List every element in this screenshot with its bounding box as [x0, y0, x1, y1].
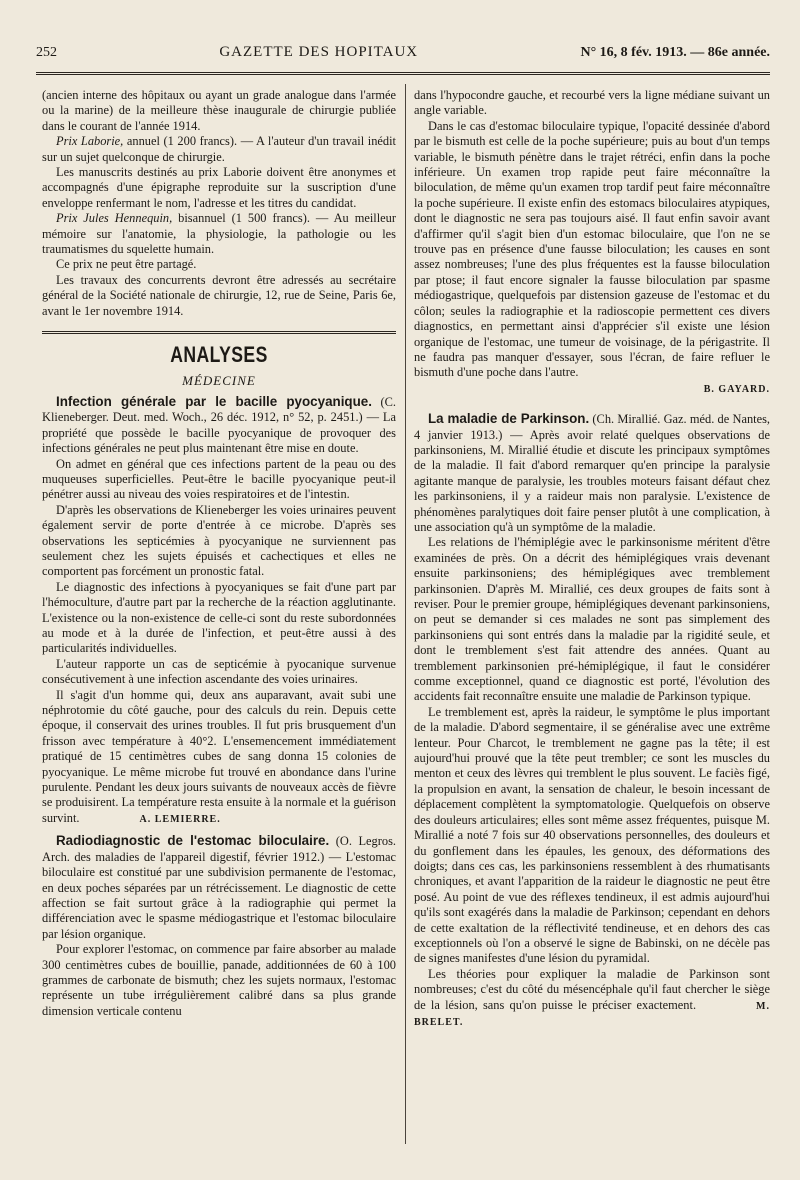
paragraph: [42, 134, 396, 165]
article-parkinson: [414, 411, 770, 1030]
article-reference: (Ch. Mirallié. Gaz. méd. de Nantes, 4 janvier 1913.) —: [414, 412, 770, 442]
paragraph: Les travaux des concurrents devront être adressés au secrétaire général de la Société nationale de chirurgie, 12, rue de Seine, Paris 6e, avant le 1er novembre 1914.: [42, 272, 396, 318]
paragraph: Pour explorer l'estomac, on commence par faire absorber au malade 300 centimètres cubes de bouillie, panade, additionnées de 60 à 100 grammes de carbonate de bismuth; chez les sujets normaux, l'estomac représente un tube irrégulièrement calibré dans sa plus grande dimension verticale contenu: [42, 942, 396, 1018]
paragraph: La propriété que possède le bacille pyocyanique de provoquer des infections générales ne peut plus maintenant être mise en doute.: [42, 410, 396, 456]
header-rule: [36, 72, 770, 79]
prize-name: Prix Laborie,: [56, 134, 124, 149]
prize-text: annuel (1 200 francs). — A l'auteur d'un travail inédit sur un sujet quelconque de chirurgie.: [42, 134, 396, 164]
paragraph: Ce prix ne peut être partagé.: [56, 257, 197, 272]
issue-info: N° 16, 8 fév. 1913. — 86e année.: [580, 45, 770, 60]
paragraph-text: Il s'agit d'un homme qui, deux ans auparavant, avait subi une néphrotomie du côté gauche, pour des calculs du rein. Depuis cette époque, il conservait des urines troubles. Il fut pris brusquement d'un frisson avec température à 40°2. L'ensemencement immédiatement pratiqué de 15 centimètres cubes de sang donna 15 colonies de pyocyanique. Le même microbe fut trouvé en abondance dans l'urine purulente. Pendant les deux jours suivants de nouveaux accès de fièvre se produisirent. La température resta ensuite à la normale et la guérison survint.: [42, 687, 396, 825]
paragraph: Dans le cas d'estomac biloculaire typique, l'opacité dessinée d'abord par le bismuth est celle de la poche supérieure; puis au bout d'un temps variable, le bismuth pénètre dans le trajet rétréci, enfin dans la poche inférieure. Un examen trop rapide peut faire méconnaître la biloculation, de même qu'un examen trop tardif peut faire méconnaître la poche supérieure. Il existe enfin des estomacs biloculaires atypiques, dont le diagnostic ne sera pas toujours aisé. Il faut enfin savoir avant d'affirmer qu'il s'agit bien d'un estomac biloculaire, que l'on ne se trouve pas en présence d'une fausse biloculation; les causes en sont assez nombreuses; l'une des plus fréquentes est la fausse biloculation par ptose; il faut encore signaler la fausse biloculation par spasme médiogastrique, quelquefois par distension gazeuse de l'estomac et du côlon; seules la radiographie et la radioscopie permettent ces divers diagnostics, en permettant ainsi d'apprécier s'il existe une lésion organique de l'estomac, une tumeur de voisinage, de la périgastrite. Il ne faudra pas manquer d'essayer, sous l'écran, de faire refluer le bismuth d'une poche dans l'autre.: [414, 118, 770, 380]
paragraph: Les relations de l'hémiplégie avec le parkinsonisme méritent d'être examinées de près. On a décrit des hémiplégiques vrais devenant ensuite parkinsoniens; des hémiplégiques avec tremblement parkinsonien. D'après M. Mirallié, ces deux groupes de faits sont à reviser. Pour le premier groupe, hémiplégiques devenant parkinsoniens, on peut se demander si ces malades ne sont pas simplement des parkinsoniens qui sont entrés dans la maladie par la rigidité seule, et dont le tremblement s'est fait attendre des années. Quant au tremblement parkinsonien pré-hémiplégique, il faut le considérer comme exceptionnel, quand ce diagnostic est porté, l'évolution des accidents fait reconnaître ensuite une maladie de Parkinson typique.: [414, 535, 770, 704]
section-rule: [42, 331, 396, 337]
article-lead: [414, 411, 770, 535]
page-header: [36, 44, 770, 70]
paragraph-text: Les théories pour expliquer la maladie de Parkinson sont nombreuses; c'est du côté du mésencéphale qu'il faut chercher le siège de la lésion, sans qu'on puisse le préciser exactement.: [414, 966, 770, 1012]
paragraph: Après avoir relaté quelques observations de parkinsoniens, M. Mirallié étudie et discute les principaux symptômes de la maladie. Il fait d'abord remarquer qu'en principe la paralysie agitante manque de paralysie, les troubles moteurs faisant défaut chez les parkinsoniens, il y a raideur mais non paralysie. L'existence de phénomènes paralytiques doit faire penser plutôt à une complication, à une association qu'à un symptôme de la maladie.: [414, 427, 770, 534]
article-lead: [42, 833, 396, 942]
article-heading: Infection générale par le bacille pyocyanique.: [56, 393, 372, 409]
paragraph: [414, 967, 770, 1031]
left-column: [42, 88, 396, 1140]
article-reference: (C. Klieneberger. Deut. med. Woch., 26 déc. 1912, n° 52, p. 2451.) —: [42, 394, 396, 425]
paragraph: L'auteur rapporte un cas de septicémie à pyocanique survenue consécutivement à une infection ascendante des voies urinaires.: [42, 656, 396, 687]
author-signature: B. GAYARD.: [703, 383, 770, 395]
paragraph: L'estomac biloculaire est constitué par une subdivision permanente de l'estomac, en deux poches séparées par un rétrécissement. Le diagnostic de cette affection se fait surtout grâce à la radiographie qui permet la différenciation avec le spasme médiogastrique et l'estomac biloculaire par lésion organique.: [42, 849, 396, 941]
article-estomac: [42, 833, 396, 1019]
column-divider: [405, 84, 406, 1144]
journal-title: GAZETTE DES HOPITAUX: [219, 44, 419, 60]
author-signature: A. LEMIERRE.: [139, 813, 221, 825]
paragraph: (ancien interne des hôpitaux ou ayant un grade analogue dans l'armée ou la marine) de la meilleure thèse inaugurale de chirurgie publiée dans le courant de l'année 1914.: [42, 88, 396, 133]
paragraph: [42, 211, 396, 257]
article-heading: Radiodiagnostic de l'estomac biloculaire.: [56, 833, 330, 849]
author-signature: M. BRELET.: [414, 1000, 770, 1028]
section-title: ANALYSES: [170, 342, 268, 368]
subsection-title: MÉDECINE: [182, 372, 256, 388]
prize-text: bisannuel (1 500 francs). — Au meilleur mémoire sur l'anatomie, la physiologie, la pathologie ou les traumatismes du squelette humain.: [42, 211, 396, 257]
right-column: [414, 88, 770, 1140]
article-reference: (O. Legros. Arch. des maladies de l'appareil digestif, février 1912.) —: [42, 834, 396, 864]
article-pyocyanique: [42, 394, 396, 827]
article-heading: La maladie de Parkinson.: [428, 411, 590, 427]
prize-name: Prix Jules Hennequin,: [56, 211, 173, 226]
paragraph: Le tremblement est, après la raideur, le symptôme le plus important de la maladie. D'abord segmentaire, il se généralise avec une extrême lenteur. Pour Charcot, le tremblement ne gagne pas la tête; il est aujourd'hui prouvé que la tête peut trembler; ce sont les muscles du menton et ceux des lèvres qui tremblent le plus souvent. Le faciès figé, la propulsion en avant, la sensation de chaleur, le besoin incessant de déplacement complètent la symptomatologie. Quelquefois on observe des douleurs articulaires; elles sont même assez fréquentes, puisque M. Mirallié a noté 7 fois sur 40 observations personnelles, des douleurs et du gonflement dans les épaules, les genoux, des déformations des doigts; dans ces cas, les parkinsoniens ressemblent à des rhumatisants chroniques, et avant l'apparition de la raideur le diagnostic ne peut être posé. Au point de vue des réflexes tendineux, il est admis aujourd'hui qu'ils sont exagérés dans la maladie de Parkinson; cependant en dehors de cette exaltation de la réflectivité tendineuse, et en dehors des cas exceptionnels où l'on a observé le signe de Babinski, on ne décèle pas de signes manifestes d'une lésion du pyramidal.: [414, 704, 770, 966]
paragraph: D'après les observations de Klieneberger les voies urinaires peuvent également servir de porte d'entrée à ce microbe. D'après ses observations les septicémies à pyocyanique ne surviennent pas seulement chez les sujets épuisés et cachectiques et elles ne comportent pas forcément un pronostic fatal.: [42, 502, 396, 579]
paragraph: On admet en général que ces infections partent de la peau ou des muqueuses superficielles. Peut-être le bacille pyocyanique peut-il pénétrer aussi au niveau des voies respiratoires et de l'intestin.: [42, 456, 396, 502]
article-lead: [42, 394, 396, 457]
paragraph: dans l'hypocondre gauche, et recourbé vers la ligne médiane suivant un angle variable.: [414, 88, 770, 118]
page-number: 252: [36, 45, 57, 60]
paragraph: Les manuscrits destinés au prix Laborie doivent être anonymes et accompagnés d'une épigraphe reproduite sur la suscription d'une enveloppe renfermant le nom, l'adresse et les titres du candidat.: [42, 165, 396, 210]
paragraph: [42, 688, 396, 828]
paragraph: Le diagnostic des infections à pyocyaniques se fait d'une part par l'hémoculture, d'autre part par la recherche de la réaction agglutinante. L'existence ou la non-existence de celle-ci sont du reste subordonnées au mode et à la durée de l'infection, et peut-être aussi à des particularités individuelles.: [42, 579, 396, 656]
